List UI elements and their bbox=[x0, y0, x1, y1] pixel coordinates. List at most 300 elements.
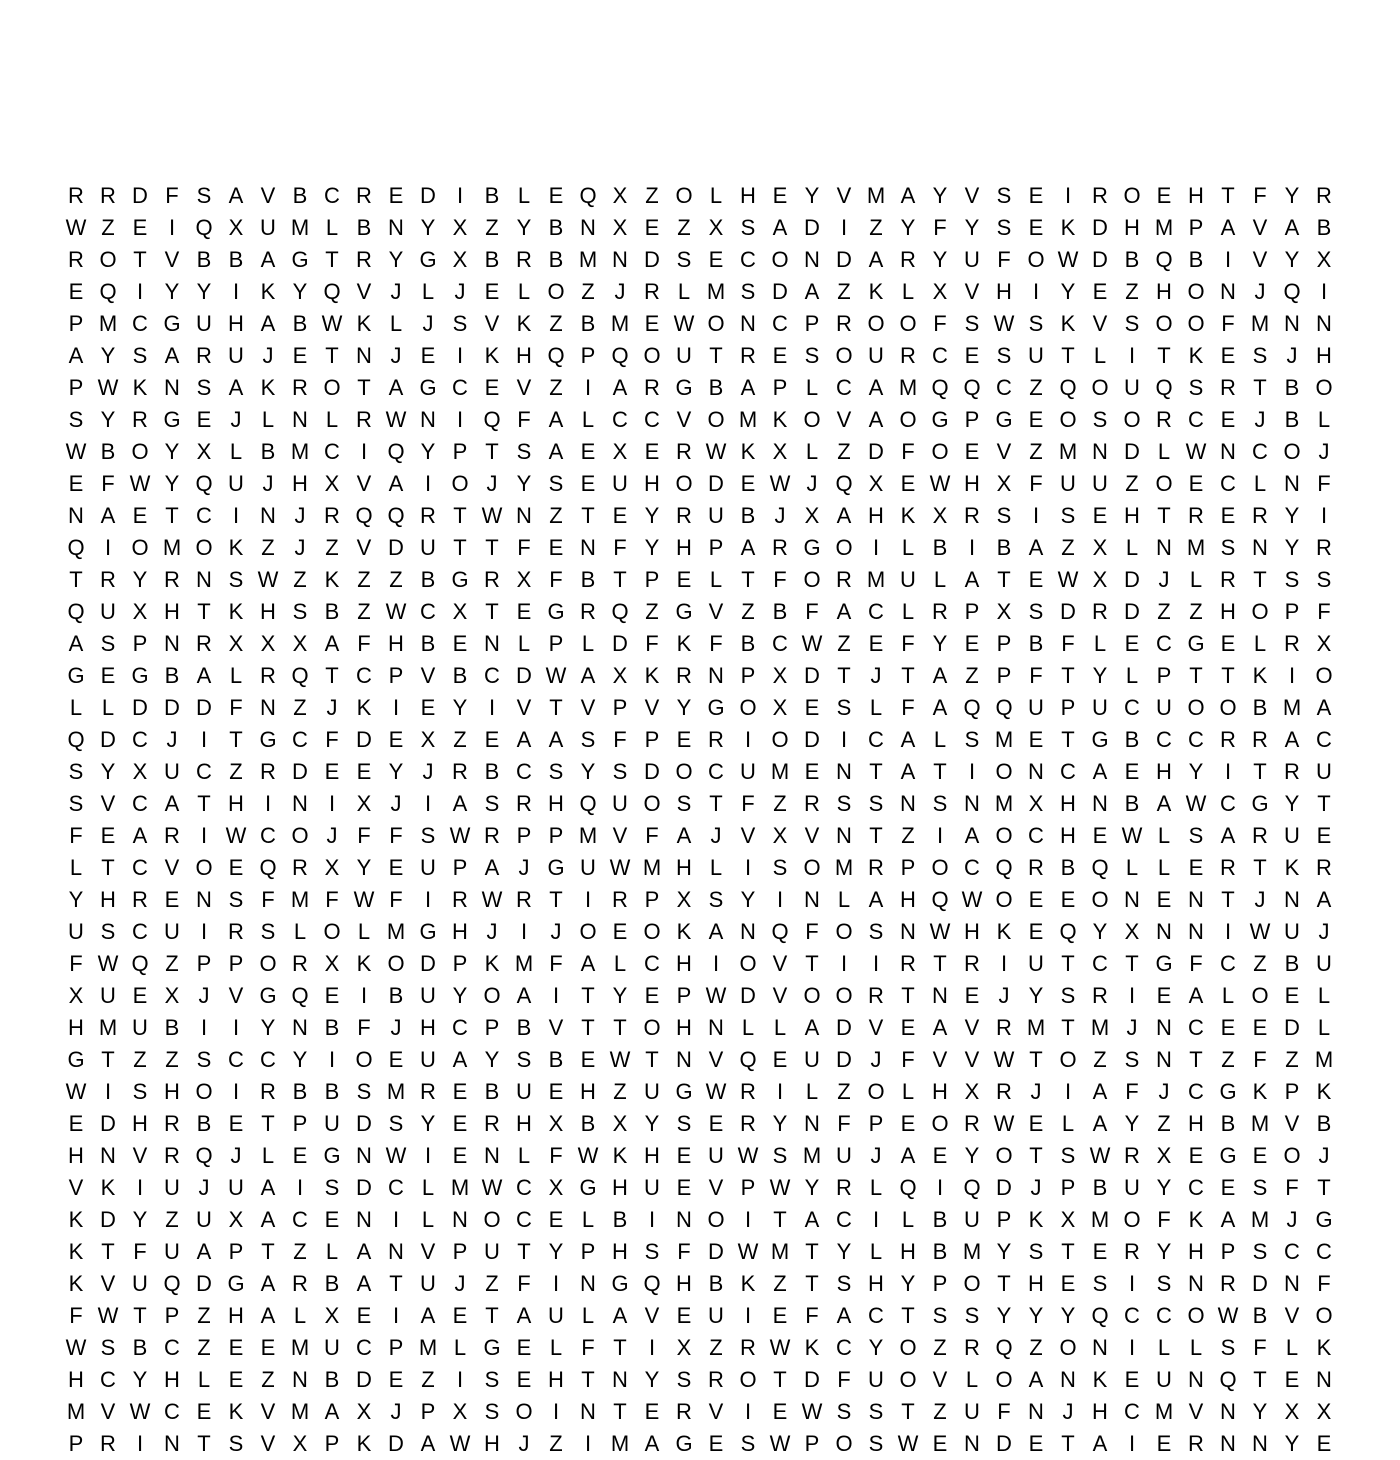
grid-letter[interactable]: M bbox=[770, 1239, 790, 1264]
grid-letter[interactable]: W bbox=[225, 823, 247, 848]
grid-letter[interactable]: E bbox=[196, 407, 212, 432]
grid-letter[interactable]: R bbox=[164, 1143, 180, 1168]
grid-letter[interactable]: O bbox=[1315, 663, 1333, 688]
grid-letter[interactable]: Y bbox=[996, 1239, 1012, 1264]
grid-letter[interactable]: P bbox=[804, 1431, 820, 1456]
grid-letter[interactable]: B bbox=[548, 1047, 564, 1072]
grid-letter[interactable]: X bbox=[356, 1399, 372, 1424]
grid-letter[interactable]: T bbox=[1189, 663, 1203, 688]
grid-letter[interactable]: V bbox=[772, 983, 788, 1008]
grid-letter[interactable]: E bbox=[612, 503, 628, 528]
grid-letter[interactable]: H bbox=[1060, 823, 1076, 848]
grid-letter[interactable]: Y bbox=[516, 215, 532, 240]
grid-letter[interactable]: N bbox=[1028, 759, 1044, 784]
grid-letter[interactable]: R bbox=[260, 1079, 276, 1104]
grid-letter[interactable]: Z bbox=[933, 1335, 947, 1360]
grid-letter[interactable]: Y bbox=[1060, 279, 1076, 304]
grid-letter[interactable]: Z bbox=[837, 1079, 851, 1104]
grid-letter[interactable]: T bbox=[901, 663, 915, 688]
grid-letter[interactable]: J bbox=[294, 503, 306, 528]
grid-letter[interactable]: N bbox=[260, 695, 276, 720]
grid-letter[interactable]: R bbox=[1252, 503, 1268, 528]
grid-letter[interactable]: E bbox=[228, 1367, 244, 1392]
grid-letter[interactable]: E bbox=[1220, 407, 1236, 432]
grid-letter[interactable]: N bbox=[740, 919, 756, 944]
grid-letter[interactable]: E bbox=[868, 631, 884, 656]
grid-letter[interactable]: E bbox=[1156, 183, 1172, 208]
grid-letter[interactable]: R bbox=[644, 279, 660, 304]
grid-letter[interactable]: V bbox=[932, 1047, 948, 1072]
grid-letter[interactable]: Y bbox=[804, 183, 820, 208]
grid-letter[interactable]: C bbox=[996, 375, 1012, 400]
grid-letter[interactable]: N bbox=[1028, 1399, 1044, 1424]
grid-letter[interactable]: C bbox=[260, 823, 276, 848]
grid-letter[interactable]: D bbox=[996, 1431, 1012, 1456]
grid-letter[interactable]: J bbox=[390, 1015, 402, 1040]
grid-letter[interactable]: D bbox=[772, 279, 788, 304]
grid-letter[interactable]: I bbox=[776, 887, 784, 912]
grid-letter[interactable]: S bbox=[740, 1431, 756, 1456]
grid-letter[interactable]: H bbox=[548, 1367, 564, 1392]
grid-letter[interactable]: R bbox=[644, 375, 660, 400]
grid-letter[interactable]: L bbox=[1253, 471, 1267, 496]
grid-letter[interactable]: K bbox=[260, 279, 276, 304]
grid-letter[interactable]: K bbox=[804, 1335, 820, 1360]
grid-letter[interactable]: K bbox=[1028, 1207, 1044, 1232]
grid-letter[interactable]: H bbox=[260, 599, 276, 624]
grid-letter[interactable]: V bbox=[100, 1271, 116, 1296]
grid-letter[interactable]: E bbox=[484, 279, 500, 304]
grid-letter[interactable]: L bbox=[933, 567, 947, 592]
grid-letter[interactable]: P bbox=[420, 1399, 436, 1424]
grid-letter[interactable]: J bbox=[550, 919, 562, 944]
grid-letter[interactable]: K bbox=[644, 663, 660, 688]
grid-letter[interactable]: A bbox=[356, 1239, 372, 1264]
grid-letter[interactable]: X bbox=[612, 663, 628, 688]
grid-letter[interactable]: E bbox=[388, 183, 404, 208]
grid-letter[interactable]: O bbox=[1251, 983, 1269, 1008]
grid-letter[interactable]: R bbox=[420, 1079, 436, 1104]
grid-letter[interactable]: X bbox=[228, 631, 244, 656]
grid-letter[interactable]: X bbox=[1060, 1207, 1076, 1232]
grid-letter[interactable]: J bbox=[454, 279, 466, 304]
grid-letter[interactable]: P bbox=[452, 855, 468, 880]
grid-letter[interactable]: E bbox=[356, 1303, 372, 1328]
grid-letter[interactable]: P bbox=[324, 1431, 340, 1456]
grid-letter[interactable]: R bbox=[900, 951, 916, 976]
grid-letter[interactable]: O bbox=[1251, 599, 1269, 624]
grid-letter[interactable]: K bbox=[356, 311, 372, 336]
grid-letter[interactable]: G bbox=[547, 599, 565, 624]
grid-letter[interactable]: L bbox=[677, 279, 691, 304]
grid-letter[interactable]: W bbox=[481, 503, 503, 528]
grid-letter[interactable]: A bbox=[580, 663, 596, 688]
grid-letter[interactable]: I bbox=[1224, 919, 1232, 944]
grid-letter[interactable]: B bbox=[324, 599, 340, 624]
grid-letter[interactable]: N bbox=[1284, 471, 1300, 496]
grid-letter[interactable]: N bbox=[1188, 1367, 1204, 1392]
grid-letter[interactable]: T bbox=[1317, 791, 1331, 816]
grid-letter[interactable]: P bbox=[740, 1175, 756, 1200]
grid-letter[interactable]: O bbox=[1155, 471, 1173, 496]
grid-letter[interactable]: Y bbox=[1284, 247, 1300, 272]
grid-letter[interactable]: B bbox=[1124, 247, 1140, 272]
grid-letter[interactable]: H bbox=[68, 1015, 84, 1040]
grid-letter[interactable]: M bbox=[962, 1239, 982, 1264]
grid-letter[interactable]: W bbox=[65, 439, 87, 464]
grid-letter[interactable]: I bbox=[584, 887, 592, 912]
grid-letter[interactable]: T bbox=[165, 503, 179, 528]
grid-letter[interactable]: V bbox=[964, 1047, 980, 1072]
grid-letter[interactable]: Q bbox=[579, 791, 597, 816]
grid-letter[interactable]: C bbox=[132, 855, 148, 880]
grid-letter[interactable]: W bbox=[129, 1399, 151, 1424]
grid-letter[interactable]: D bbox=[196, 1271, 212, 1296]
grid-letter[interactable]: L bbox=[965, 1367, 979, 1392]
grid-letter[interactable]: E bbox=[676, 567, 692, 592]
grid-letter[interactable]: C bbox=[868, 727, 884, 752]
grid-letter[interactable]: T bbox=[1061, 951, 1075, 976]
grid-letter[interactable]: C bbox=[164, 1335, 180, 1360]
grid-letter[interactable]: R bbox=[964, 1111, 980, 1136]
grid-letter[interactable]: O bbox=[451, 471, 469, 496]
grid-letter[interactable]: V bbox=[836, 183, 852, 208]
grid-letter[interactable]: L bbox=[1125, 855, 1139, 880]
grid-letter[interactable]: R bbox=[196, 343, 212, 368]
grid-letter[interactable]: N bbox=[1252, 535, 1268, 560]
grid-letter[interactable]: W bbox=[1185, 439, 1207, 464]
grid-letter[interactable]: P bbox=[804, 311, 820, 336]
grid-letter[interactable]: F bbox=[69, 823, 83, 848]
grid-letter[interactable]: M bbox=[1186, 535, 1206, 560]
grid-letter[interactable]: H bbox=[868, 1271, 884, 1296]
grid-letter[interactable]: X bbox=[548, 1175, 564, 1200]
grid-letter[interactable]: S bbox=[548, 471, 564, 496]
grid-letter[interactable]: W bbox=[737, 1239, 759, 1264]
grid-letter[interactable]: O bbox=[675, 183, 693, 208]
grid-letter[interactable]: O bbox=[643, 791, 661, 816]
grid-letter[interactable]: T bbox=[357, 375, 371, 400]
grid-letter[interactable]: X bbox=[772, 823, 788, 848]
grid-letter[interactable]: B bbox=[100, 439, 116, 464]
grid-letter[interactable]: R bbox=[964, 1335, 980, 1360]
grid-letter[interactable]: O bbox=[1091, 375, 1109, 400]
grid-letter[interactable]: T bbox=[581, 983, 595, 1008]
grid-letter[interactable]: M bbox=[1314, 1047, 1334, 1072]
grid-letter[interactable]: K bbox=[356, 951, 372, 976]
grid-letter[interactable]: S bbox=[836, 1271, 852, 1296]
grid-letter[interactable]: C bbox=[100, 1367, 116, 1392]
grid-letter[interactable]: U bbox=[740, 759, 756, 784]
grid-letter[interactable]: W bbox=[1217, 1303, 1239, 1328]
grid-letter[interactable]: V bbox=[804, 823, 820, 848]
grid-letter[interactable]: Y bbox=[1028, 1303, 1044, 1328]
grid-letter[interactable]: Y bbox=[964, 215, 980, 240]
grid-letter[interactable]: S bbox=[1028, 311, 1044, 336]
grid-letter[interactable]: M bbox=[1250, 311, 1270, 336]
grid-letter[interactable]: Y bbox=[580, 759, 596, 784]
grid-letter[interactable]: G bbox=[451, 567, 469, 592]
grid-letter[interactable]: E bbox=[676, 727, 692, 752]
grid-letter[interactable]: C bbox=[1060, 759, 1076, 784]
grid-letter[interactable]: Z bbox=[1029, 1335, 1043, 1360]
grid-letter[interactable]: U bbox=[196, 1207, 212, 1232]
grid-letter[interactable]: A bbox=[260, 247, 276, 272]
grid-letter[interactable]: E bbox=[900, 471, 916, 496]
grid-letter[interactable]: E bbox=[1252, 1143, 1268, 1168]
grid-letter[interactable]: B bbox=[324, 1079, 340, 1104]
grid-letter[interactable]: S bbox=[1252, 343, 1268, 368]
grid-letter[interactable]: P bbox=[644, 887, 660, 912]
grid-letter[interactable]: X bbox=[868, 471, 884, 496]
grid-letter[interactable]: V bbox=[868, 1015, 884, 1040]
grid-letter[interactable]: Q bbox=[195, 215, 213, 240]
grid-letter[interactable]: M bbox=[386, 919, 406, 944]
grid-letter[interactable]: P bbox=[996, 1207, 1012, 1232]
grid-letter[interactable]: O bbox=[707, 407, 725, 432]
grid-letter[interactable]: P bbox=[68, 1431, 84, 1456]
grid-letter[interactable]: D bbox=[708, 471, 724, 496]
grid-letter[interactable]: D bbox=[1092, 215, 1108, 240]
grid-letter[interactable]: N bbox=[1220, 439, 1236, 464]
grid-letter[interactable]: D bbox=[1124, 599, 1140, 624]
grid-letter[interactable]: A bbox=[804, 1207, 820, 1232]
grid-letter[interactable]: O bbox=[707, 1207, 725, 1232]
grid-letter[interactable]: O bbox=[835, 983, 853, 1008]
grid-letter[interactable]: E bbox=[100, 663, 116, 688]
grid-letter[interactable]: L bbox=[933, 727, 947, 752]
grid-letter[interactable]: L bbox=[805, 439, 819, 464]
grid-letter[interactable]: E bbox=[388, 727, 404, 752]
grid-letter[interactable]: Y bbox=[644, 1111, 660, 1136]
grid-letter[interactable]: E bbox=[964, 631, 980, 656]
grid-letter[interactable]: W bbox=[993, 1047, 1015, 1072]
grid-letter[interactable]: D bbox=[356, 1367, 372, 1392]
grid-letter[interactable]: R bbox=[100, 1431, 116, 1456]
grid-letter[interactable]: G bbox=[323, 1143, 341, 1168]
grid-letter[interactable]: Q bbox=[1059, 375, 1077, 400]
grid-letter[interactable]: I bbox=[872, 535, 880, 560]
grid-letter[interactable]: Z bbox=[837, 279, 851, 304]
grid-letter[interactable]: B bbox=[388, 983, 404, 1008]
grid-letter[interactable]: W bbox=[257, 567, 279, 592]
grid-letter[interactable]: F bbox=[357, 823, 371, 848]
grid-letter[interactable]: N bbox=[1284, 1271, 1300, 1296]
grid-letter[interactable]: D bbox=[996, 1175, 1012, 1200]
grid-letter[interactable]: I bbox=[520, 919, 528, 944]
grid-letter[interactable]: C bbox=[516, 1175, 532, 1200]
grid-letter[interactable]: L bbox=[357, 919, 371, 944]
grid-letter[interactable]: H bbox=[1124, 503, 1140, 528]
grid-letter[interactable]: Z bbox=[581, 279, 595, 304]
grid-letter[interactable]: E bbox=[772, 1303, 788, 1328]
grid-letter[interactable]: O bbox=[931, 855, 949, 880]
grid-letter[interactable]: R bbox=[740, 1079, 756, 1104]
grid-letter[interactable]: L bbox=[581, 1207, 595, 1232]
grid-letter[interactable]: D bbox=[644, 759, 660, 784]
grid-letter[interactable]: V bbox=[932, 1367, 948, 1392]
grid-letter[interactable]: Q bbox=[643, 1271, 661, 1296]
grid-letter[interactable]: D bbox=[356, 727, 372, 752]
grid-letter[interactable]: D bbox=[356, 1111, 372, 1136]
grid-letter[interactable]: K bbox=[68, 1207, 84, 1232]
grid-letter[interactable]: R bbox=[196, 631, 212, 656]
grid-letter[interactable]: N bbox=[420, 407, 436, 432]
grid-letter[interactable]: E bbox=[324, 1207, 340, 1232]
grid-letter[interactable]: T bbox=[1061, 1239, 1075, 1264]
grid-letter[interactable]: X bbox=[452, 247, 468, 272]
grid-letter[interactable]: N bbox=[452, 1207, 468, 1232]
grid-letter[interactable]: H bbox=[388, 631, 404, 656]
grid-letter[interactable]: A bbox=[708, 919, 724, 944]
grid-letter[interactable]: C bbox=[1156, 631, 1172, 656]
grid-letter[interactable]: B bbox=[228, 247, 244, 272]
grid-letter[interactable]: G bbox=[547, 855, 565, 880]
grid-letter[interactable]: P bbox=[1284, 599, 1300, 624]
grid-letter[interactable]: G bbox=[931, 407, 949, 432]
grid-letter[interactable]: E bbox=[1028, 183, 1044, 208]
grid-letter[interactable]: S bbox=[1220, 535, 1236, 560]
grid-letter[interactable]: B bbox=[516, 1015, 532, 1040]
grid-letter[interactable]: G bbox=[67, 663, 85, 688]
grid-letter[interactable]: A bbox=[1092, 759, 1108, 784]
grid-letter[interactable]: T bbox=[1125, 951, 1139, 976]
grid-letter[interactable]: M bbox=[98, 311, 118, 336]
grid-letter[interactable]: M bbox=[290, 439, 310, 464]
grid-letter[interactable]: Z bbox=[485, 215, 499, 240]
grid-letter[interactable]: H bbox=[452, 919, 468, 944]
grid-letter[interactable]: S bbox=[132, 343, 148, 368]
grid-letter[interactable]: J bbox=[1286, 1207, 1298, 1232]
grid-letter[interactable]: Y bbox=[740, 887, 756, 912]
grid-letter[interactable]: I bbox=[232, 1079, 240, 1104]
grid-letter[interactable]: Z bbox=[741, 599, 755, 624]
grid-letter[interactable]: A bbox=[516, 1303, 532, 1328]
grid-letter[interactable]: R bbox=[516, 887, 532, 912]
grid-letter[interactable]: N bbox=[804, 887, 820, 912]
grid-letter[interactable]: C bbox=[356, 1335, 372, 1360]
grid-letter[interactable]: V bbox=[420, 663, 436, 688]
grid-letter[interactable]: V bbox=[964, 183, 980, 208]
grid-letter[interactable]: T bbox=[261, 1111, 275, 1136]
grid-letter[interactable]: B bbox=[484, 1079, 500, 1104]
grid-letter[interactable]: C bbox=[516, 1207, 532, 1232]
grid-letter[interactable]: N bbox=[1060, 1367, 1076, 1392]
grid-letter[interactable]: S bbox=[1060, 503, 1076, 528]
grid-letter[interactable]: P bbox=[548, 823, 564, 848]
grid-letter[interactable]: N bbox=[164, 1431, 180, 1456]
grid-letter[interactable]: S bbox=[1028, 1239, 1044, 1264]
grid-letter[interactable]: R bbox=[132, 407, 148, 432]
grid-letter[interactable]: V bbox=[708, 1047, 724, 1072]
grid-letter[interactable]: C bbox=[132, 311, 148, 336]
grid-letter[interactable]: U bbox=[1316, 759, 1332, 784]
grid-letter[interactable]: U bbox=[484, 1239, 500, 1264]
grid-letter[interactable]: D bbox=[836, 1047, 852, 1072]
grid-letter[interactable]: G bbox=[67, 1047, 85, 1072]
grid-letter[interactable]: N bbox=[1092, 1335, 1108, 1360]
grid-letter[interactable]: N bbox=[964, 791, 980, 816]
grid-letter[interactable]: F bbox=[1253, 1047, 1267, 1072]
grid-letter[interactable]: Z bbox=[1253, 951, 1267, 976]
grid-letter[interactable]: U bbox=[868, 1367, 884, 1392]
grid-letter[interactable]: F bbox=[901, 695, 915, 720]
grid-letter[interactable]: R bbox=[516, 791, 532, 816]
grid-letter[interactable]: L bbox=[421, 1175, 435, 1200]
grid-letter[interactable]: E bbox=[100, 823, 116, 848]
grid-letter[interactable]: A bbox=[228, 375, 244, 400]
grid-letter[interactable]: T bbox=[1253, 759, 1267, 784]
grid-letter[interactable]: I bbox=[872, 1207, 880, 1232]
grid-letter[interactable]: F bbox=[133, 1239, 147, 1264]
grid-letter[interactable]: E bbox=[1092, 503, 1108, 528]
grid-letter[interactable]: B bbox=[1316, 1111, 1332, 1136]
grid-letter[interactable]: P bbox=[580, 343, 596, 368]
grid-letter[interactable]: Y bbox=[100, 407, 116, 432]
grid-letter[interactable]: B bbox=[1284, 375, 1300, 400]
grid-letter[interactable]: S bbox=[228, 567, 244, 592]
grid-letter[interactable]: B bbox=[484, 759, 500, 784]
grid-letter[interactable]: P bbox=[388, 1335, 404, 1360]
grid-letter[interactable]: O bbox=[899, 1367, 917, 1392]
grid-letter[interactable]: L bbox=[901, 535, 915, 560]
grid-letter[interactable]: E bbox=[548, 1079, 564, 1104]
grid-letter[interactable]: O bbox=[1059, 407, 1077, 432]
grid-letter[interactable]: T bbox=[581, 1367, 595, 1392]
grid-letter[interactable]: O bbox=[1187, 1303, 1205, 1328]
grid-letter[interactable]: Q bbox=[387, 439, 405, 464]
grid-letter[interactable]: A bbox=[900, 183, 916, 208]
grid-letter[interactable]: E bbox=[228, 1111, 244, 1136]
grid-letter[interactable]: U bbox=[1028, 695, 1044, 720]
grid-letter[interactable]: P bbox=[68, 375, 84, 400]
grid-letter[interactable]: R bbox=[964, 503, 980, 528]
grid-letter[interactable]: R bbox=[868, 855, 884, 880]
grid-letter[interactable]: Y bbox=[164, 471, 180, 496]
grid-letter[interactable]: R bbox=[676, 503, 692, 528]
grid-letter[interactable]: C bbox=[324, 439, 340, 464]
grid-letter[interactable]: V bbox=[260, 1431, 276, 1456]
grid-letter[interactable]: R bbox=[996, 1079, 1012, 1104]
grid-letter[interactable]: E bbox=[676, 1143, 692, 1168]
grid-letter[interactable]: E bbox=[1220, 503, 1236, 528]
grid-letter[interactable]: I bbox=[328, 1047, 336, 1072]
grid-letter[interactable]: T bbox=[197, 599, 211, 624]
grid-letter[interactable]: Y bbox=[1284, 1431, 1300, 1456]
grid-letter[interactable]: U bbox=[1092, 695, 1108, 720]
grid-letter[interactable]: G bbox=[611, 1271, 629, 1296]
grid-letter[interactable]: S bbox=[484, 791, 500, 816]
grid-letter[interactable]: M bbox=[1250, 1111, 1270, 1136]
grid-letter[interactable]: Y bbox=[356, 855, 372, 880]
grid-letter[interactable]: A bbox=[1028, 1367, 1044, 1392]
grid-letter[interactable]: E bbox=[772, 1047, 788, 1072]
grid-letter[interactable]: I bbox=[232, 279, 240, 304]
grid-letter[interactable]: E bbox=[1028, 407, 1044, 432]
grid-letter[interactable]: K bbox=[356, 695, 372, 720]
grid-letter[interactable]: K bbox=[68, 1271, 84, 1296]
grid-letter[interactable]: V bbox=[260, 1399, 276, 1424]
grid-letter[interactable]: S bbox=[836, 791, 852, 816]
grid-letter[interactable]: K bbox=[1316, 1335, 1332, 1360]
grid-letter[interactable]: Y bbox=[1284, 503, 1300, 528]
grid-letter[interactable]: M bbox=[1058, 439, 1078, 464]
grid-letter[interactable]: F bbox=[805, 1303, 819, 1328]
grid-letter[interactable]: U bbox=[1028, 951, 1044, 976]
grid-letter[interactable]: P bbox=[548, 631, 564, 656]
grid-letter[interactable]: A bbox=[900, 759, 916, 784]
grid-letter[interactable]: S bbox=[644, 1239, 660, 1264]
